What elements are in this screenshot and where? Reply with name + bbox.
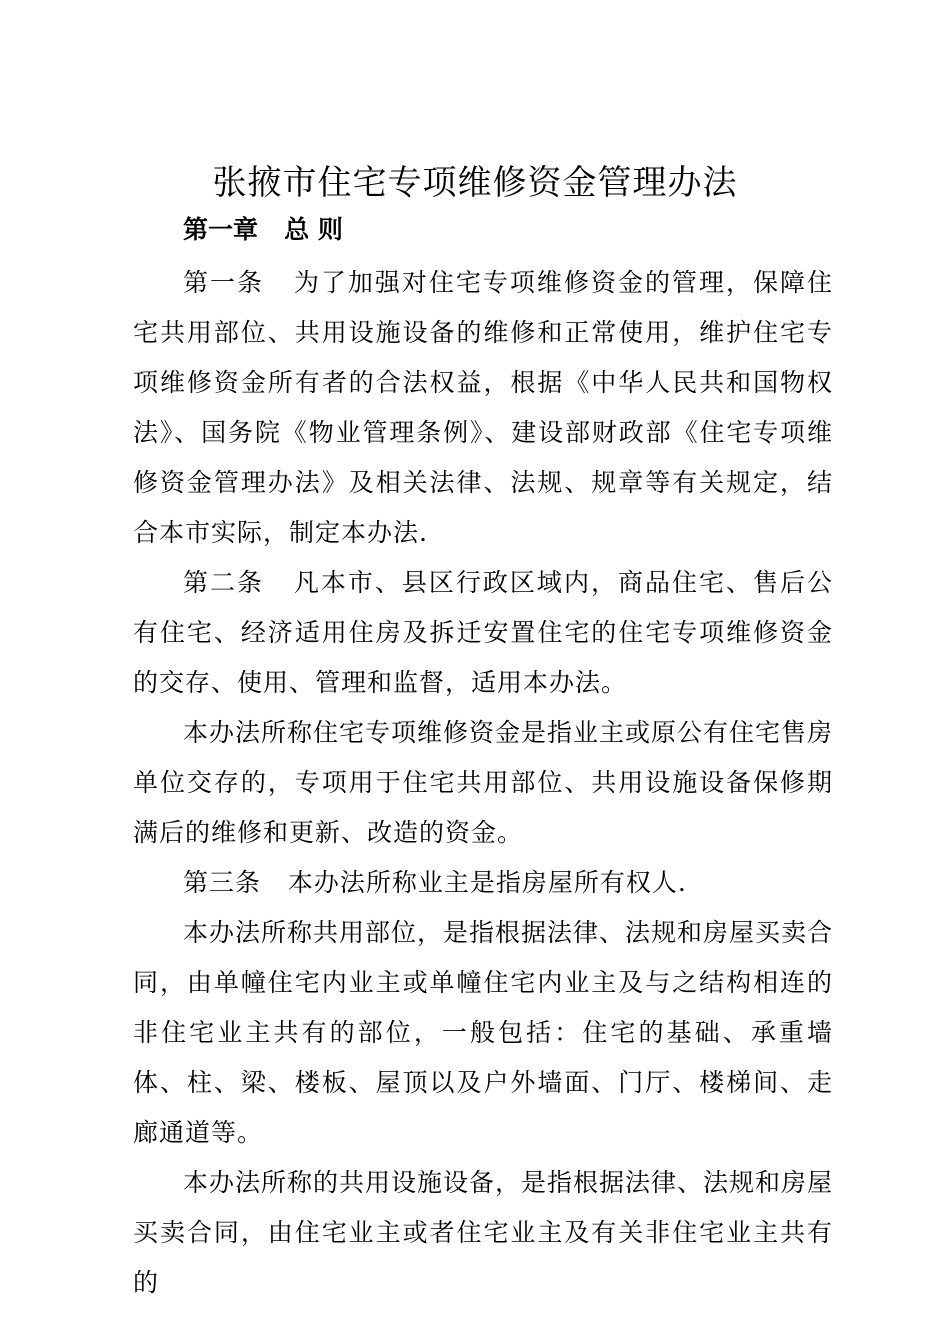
chapter-heading: 第一章 总 则 (183, 215, 343, 244)
paragraph-shared-facilities-definition: 本办法所称的共用设施设备，是指根据法律、法规和房屋买卖合同，由住宅业主或者住宅业主及有关非住宅业主共有的 (133, 1168, 834, 1297)
paragraph-article-3: 第三条 本办法所称业主是指房屋所有权人. (183, 868, 687, 897)
paragraph-maintenance-fund-definition: 本办法所称住宅专项维修资金是指业主或原公有住宅售房单位交存的，专项用于住宅共用部位、共用设施设备保修期满后的维修和更新、改造的资金。 (133, 718, 834, 847)
paragraph-article-2: 第二条 凡本市、县区行政区域内，商品住宅、售后公有住宅、经济适用住房及拆迁安置住宅的住宅专项维修资金的交存、使用、管理和监督，适用本办法。 (133, 568, 833, 697)
document-title: 张掖市住宅专项维修资金管理办法 (212, 163, 738, 203)
document-body (133, 258, 833, 1308)
paragraph-shared-parts-definition: 本办法所称共用部位，是指根据法律、法规和房屋买卖合同，由单幢住宅内业主或单幢住宅内业主及与之结构相连的非住宅业主共有的部位，一般包括：住宅的基础、承重墙体、柱、梁、楼板、屋顶以及户外墙面、门厅、楼梯间、走廊通道等。 (133, 918, 834, 1147)
paragraph-article-1: 第一条 为了加强对住宅专项维修资金的管理，保障住宅共用部位、共用设施设备的维修和正常使用，维护住宅专项维修资金所有者的合法权益，根据《中华人民共和国物权法》、国务院《物业管理条例》、建设部财政部《住宅专项维修资金管理办法》及相关法律、法规、规章等有关规定，结合本市实际，制定本办法. (133, 268, 833, 547)
